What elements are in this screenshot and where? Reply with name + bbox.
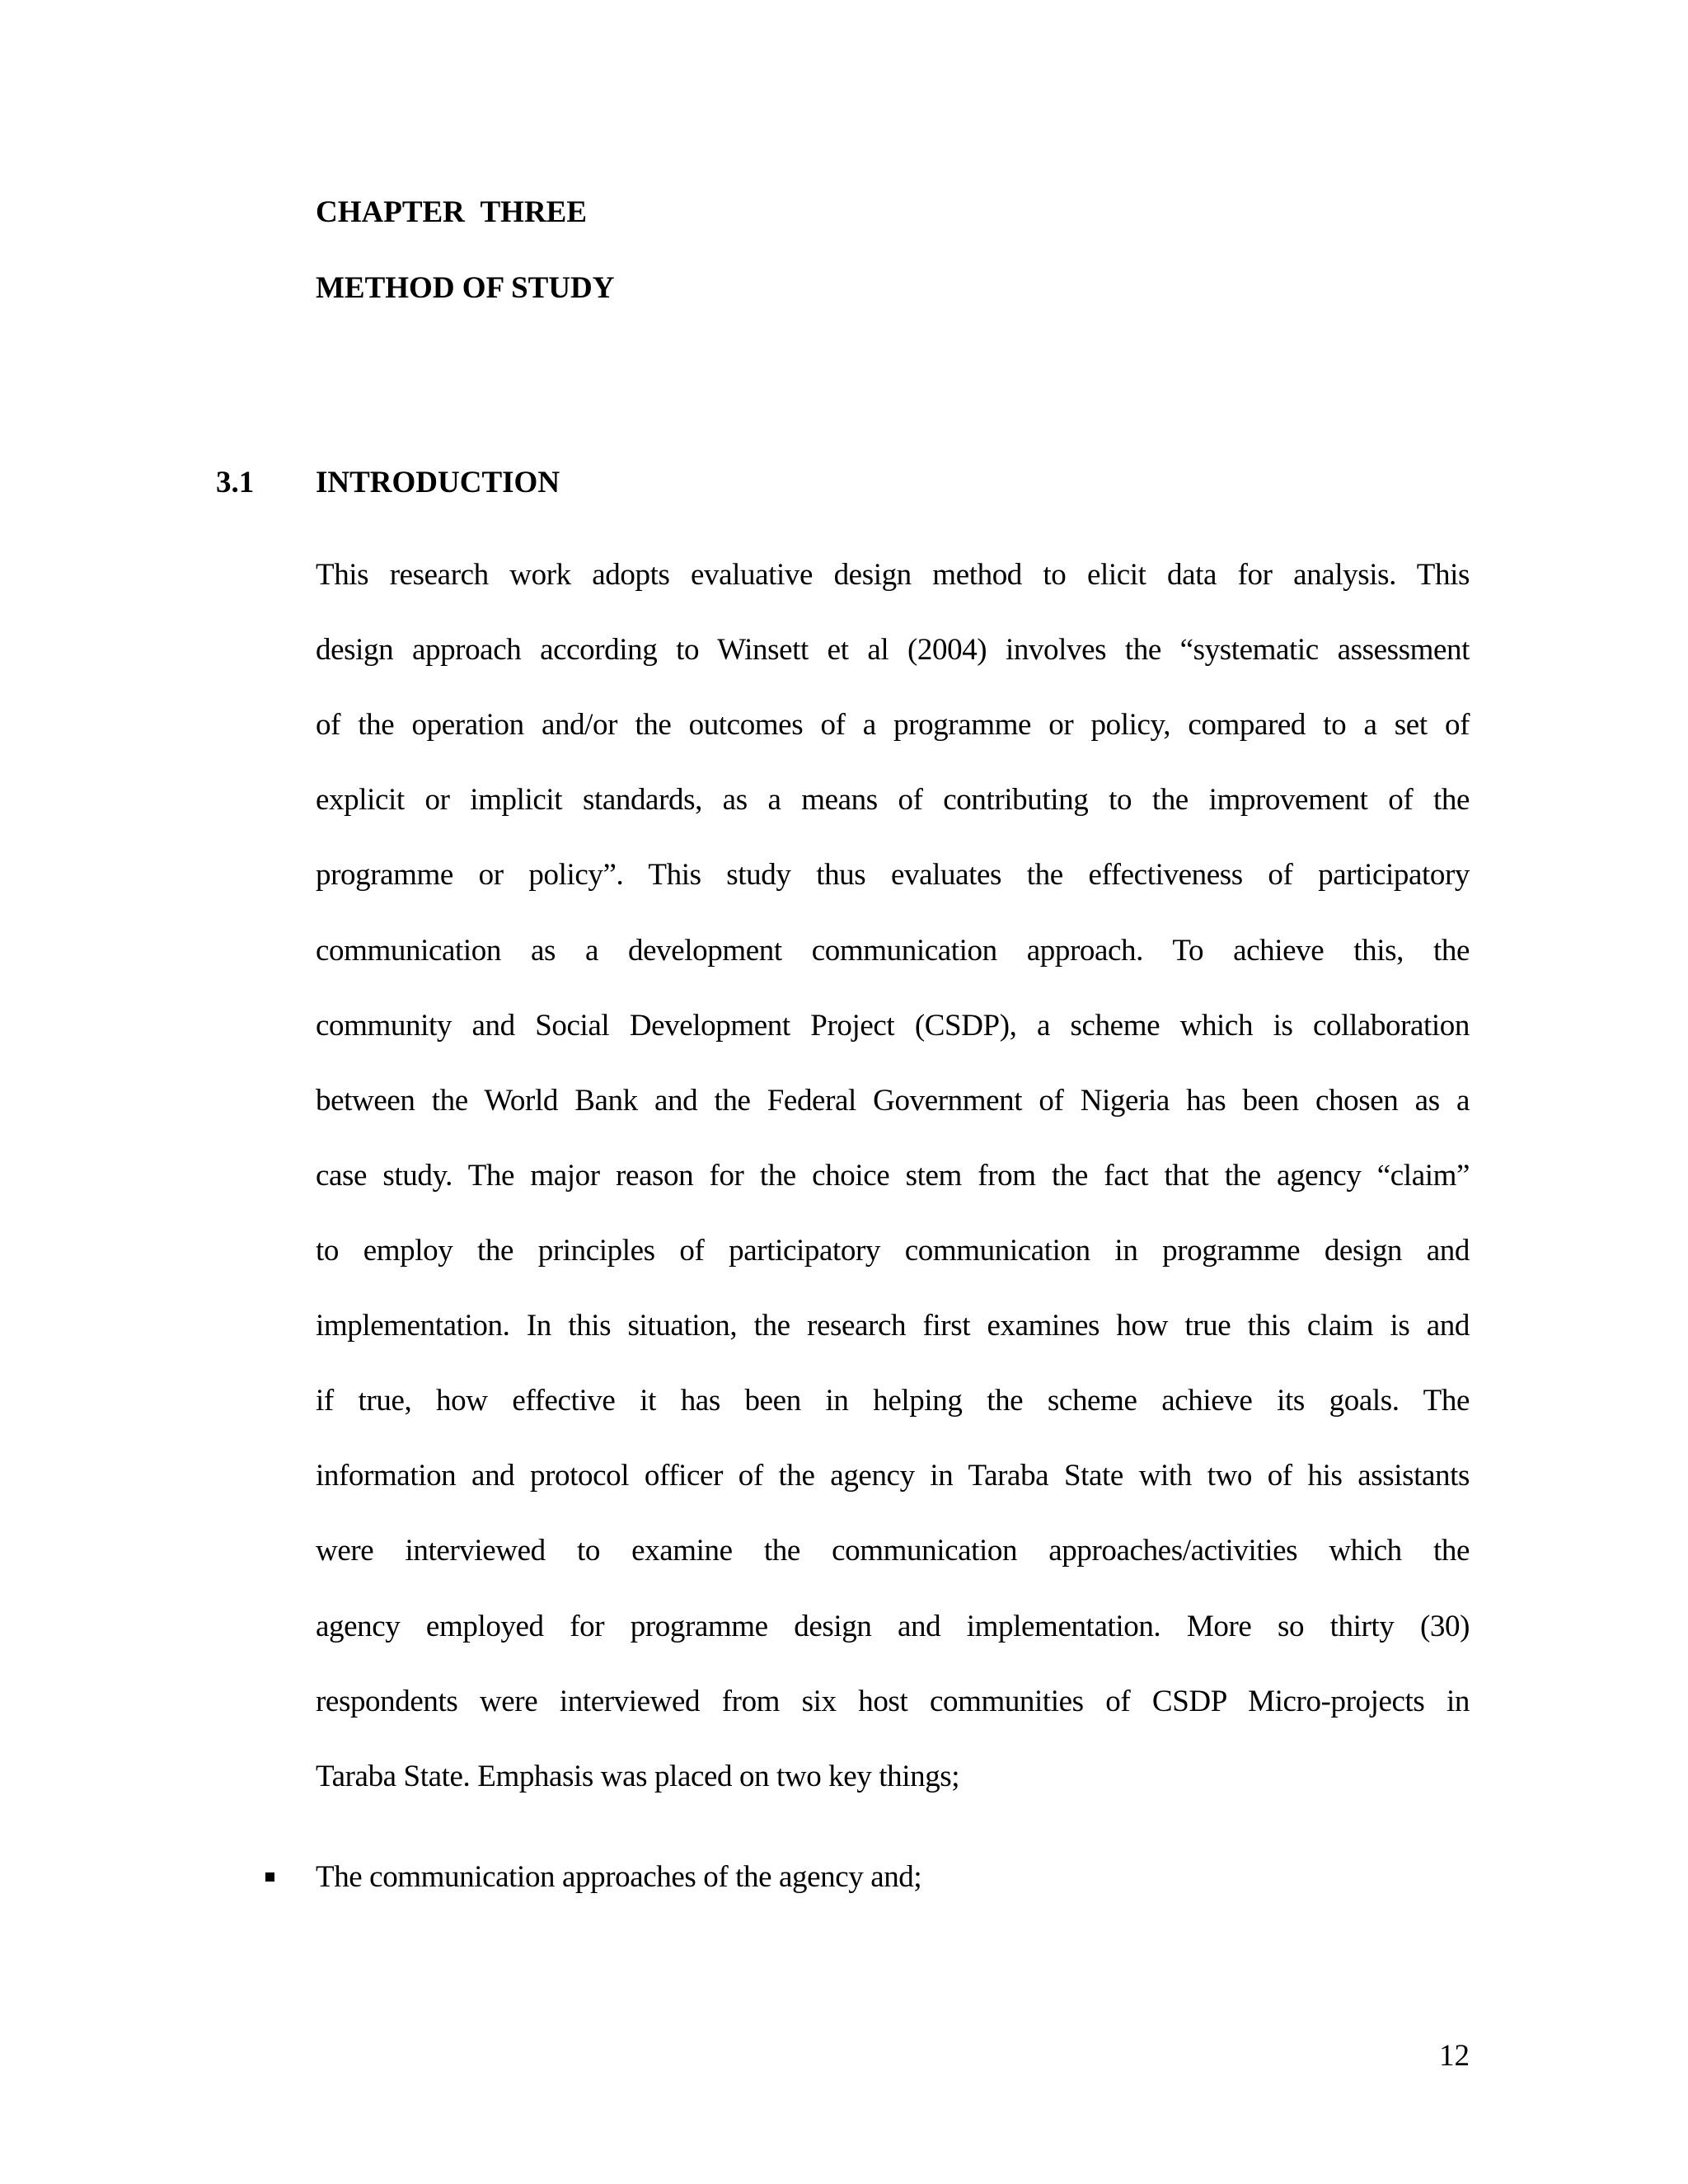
paragraph-line: between the World Bank and the Federal Government of Nigeria has been chosen as a: [316, 1084, 1470, 1118]
paragraph-line: were interviewed to examine the communication approaches/activities which the: [316, 1534, 1470, 1568]
chapter-title: METHOD OF STUDY: [316, 271, 615, 305]
paragraph-line: case study. The major reason for the choice stem from the fact that the agency “claim”: [316, 1159, 1470, 1193]
paragraph-line: implementation. In this situation, the research first examines how true this claim is and: [316, 1309, 1470, 1343]
paragraph-line: community and Social Development Project (CSDP), a scheme which is collaboration: [316, 1009, 1470, 1043]
section-number: 3.1: [216, 466, 255, 499]
page-number: 12: [1439, 2039, 1470, 2073]
paragraph-line: agency employed for programme design and implementation. More so thirty (30): [316, 1610, 1470, 1643]
paragraph-line: if true, how effective it has been in helping the scheme achieve its goals. The: [316, 1384, 1470, 1418]
chapter-label: CHAPTER THREE: [316, 195, 588, 229]
paragraph-line: Taraba State. Emphasis was placed on two key things;: [316, 1760, 960, 1793]
paragraph-line: of the operation and/or the outcomes of a programme or policy, compared to a set of: [316, 708, 1470, 742]
paragraph-line: information and protocol officer of the agency in Taraba State with two of his assistants: [316, 1459, 1470, 1493]
paragraph-line: This research work adopts evaluative design method to elicit data for analysis. This: [316, 558, 1470, 592]
paragraph-line: programme or policy”. This study thus evaluates the effectiveness of participatory: [316, 858, 1470, 892]
square-bullet-icon: [265, 1872, 274, 1882]
paragraph-line: communication as a development communication approach. To achieve this, the: [316, 934, 1470, 968]
paragraph-line: respondents were interviewed from six host communities of CSDP Micro-projects in: [316, 1685, 1470, 1718]
section-title: INTRODUCTION: [316, 466, 560, 499]
paragraph-line: design approach according to Winsett et al (2004) involves the “systematic assessment: [316, 633, 1470, 667]
paragraph-line: to employ the principles of participatory communication in programme design and: [316, 1234, 1470, 1268]
bullet-text: The communication approaches of the agency and;: [316, 1860, 922, 1894]
paragraph-line: explicit or implicit standards, as a means of contributing to the improvement of the: [316, 783, 1470, 817]
